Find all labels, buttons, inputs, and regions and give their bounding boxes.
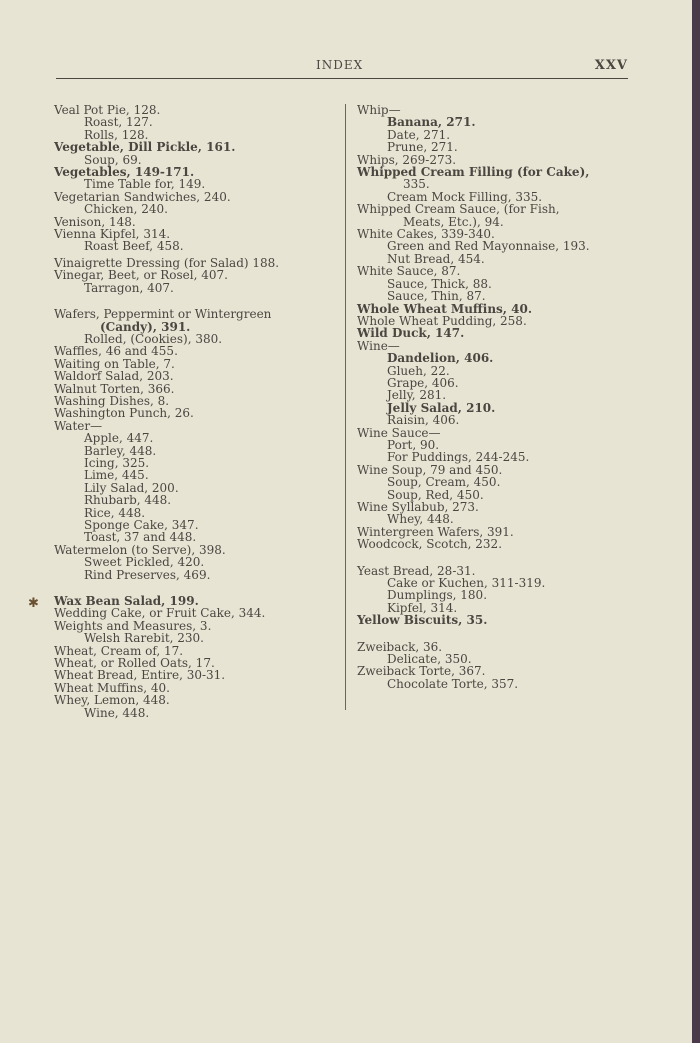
index-column-left [54,104,340,719]
entry-spacer [54,294,340,308]
page-number: XXV [594,58,628,73]
index-entry: Venison, 148. [54,214,136,229]
index-subentry: Barley, 448. [84,443,157,458]
index-entry: Vegetable, Dill Pickle, 161. [54,140,236,155]
index-subentry: Meats, Etc.), 94. [403,214,504,229]
index-entry: Whipped Cream Filling (for Cake), [357,165,590,180]
index-subentry: Banana, 271. [387,115,476,130]
index-subentry: Whey, 448. [387,512,454,527]
index-entry: Wine— [357,338,400,353]
index-subentry: Jelly Salad, 210. [387,400,496,415]
page-header [56,58,628,80]
index-entry: Whole Wheat Pudding, 258. [357,313,527,328]
index-subentry: Port, 90. [387,437,440,452]
index-entry: White Cakes, 339-340. [357,227,495,242]
index-entry: Wheat Bread, Entire, 30-31. [54,668,226,683]
index-subentry: Rind Preserves, 469. [84,567,211,582]
index-subentry: Rolled, (Cookies), 380. [84,331,223,346]
index-entry: Walnut Torten, 366. [54,381,175,396]
index-entry: Yeast Bread, 28-31. [357,563,476,578]
index-entry: Wheat, or Rolled Oats, 17. [54,656,215,671]
index-subentry: Delicate, 350. [387,652,472,667]
index-entry: White Sauce, 87. [357,264,461,279]
index-subentry: Nut Bread, 454. [387,251,485,266]
index-column-right [357,104,632,690]
index-entry: Waiting on Table, 7. [54,356,175,371]
index-subentry: Chicken, 240. [84,202,168,217]
index-subentry: Sauce, Thin, 87. [387,289,486,304]
index-subentry: Cream Mock Filling, 335. [387,189,543,204]
index-entry: Wine Sauce— [357,425,441,440]
index-subentry: Sweet Pickled, 420. [84,555,205,570]
index-subentry: Jelly, 281. [387,388,447,403]
index-subentry: Icing, 325. [84,455,150,470]
ink-blot-mark: ✱ [28,596,39,611]
index-subentry: Time Table for, 149. [84,177,206,192]
index-entry: Whole Wheat Muffins, 40. [357,301,533,316]
index-subentry: Lily Salad, 200. [84,480,179,495]
index-subentry: Soup, Cream, 450. [387,475,501,490]
index-entry: Whey, Lemon, 448. [54,693,170,708]
index-subentry: Tarragon, 407. [84,280,174,295]
index-subentry: Grape, 406. [387,375,459,390]
index-entry: Waldorf Salad, 203. [54,369,174,384]
index-subentry: Roast, 127. [84,115,153,130]
index-subentry: (Candy), 391. [100,319,191,334]
index-subentry: Welsh Rarebit, 230. [84,631,204,646]
index-subentry: Soup, 69. [84,152,142,167]
index-entry: Wine Soup, 79 and 450. [357,462,503,477]
index-subentry: Rolls, 128. [84,127,149,142]
index-subentry: 335. [403,177,430,192]
index-subentry: Wine, 448. [84,705,150,720]
index-subentry: Sauce, Thick, 88. [387,276,492,291]
index-subentry: Raisin, 406. [387,413,460,428]
index-entry: Whip— [357,103,401,117]
index-entry: Washington Punch, 26. [54,406,194,421]
index-subentry: Rice, 448. [84,505,146,520]
index-subentry: Toast, 37 and 448. [84,530,197,545]
index-subentry: For Puddings, 244-245. [387,450,530,465]
page-title: INDEX [316,58,364,72]
index-entry: Whipped Cream Sauce, (for Fish, [357,202,560,217]
index-entry: Weights and Measures, 3. [54,618,212,633]
index-subentry: Sponge Cake, 347. [84,518,199,532]
index-entry: Woodcock, Scotch, 232. [357,537,503,552]
index-entry: Watermelon (to Serve), 398. [54,542,226,557]
index-entry: Vegetarian Sandwiches, 240. [54,189,231,204]
index-entry: Whips, 269-273. [357,152,457,167]
index-subentry: Kipfel, 314. [387,600,458,615]
index-subentry: Chocolate Torte, 357. [387,676,519,691]
index-subentry: Dandelion, 406. [387,351,494,366]
entry-spacer [357,627,632,641]
index-subentry: Lime, 445. [84,468,149,483]
column-divider [345,104,346,710]
entry-spacer [54,581,340,595]
index-entry: Wintergreen Wafers, 391. [357,524,514,539]
index-entry: Wheat, Cream of, 17. [54,643,184,658]
index-entry: Waffles, 46 and 455. [54,344,178,359]
index-subentry: Dumplings, 180. [387,588,488,603]
index-subentry: Glueh, 22. [387,363,450,378]
index-entry: Wax Bean Salad, 199. [54,594,199,609]
index-entry: Yellow Biscuits, 35. [357,613,488,628]
index-subentry: Roast Beef, 458. [84,239,184,254]
header-rule [56,78,628,79]
index-entry: Washing Dishes, 8. [54,393,170,408]
index-subentry: Green and Red Mayonnaise, 193. [387,239,590,254]
index-subentry: Prune, 271. [387,140,458,155]
index-entry: Wheat Muffins, 40. [54,680,170,695]
index-entry: Vinaigrette Dressing (for Salad) 188. [54,255,280,270]
index-entry: Zweiback, 36. [357,639,443,654]
index-subentry: Rhubarb, 448. [84,493,172,508]
index-entry: Water— [54,418,103,433]
index-subentry: Date, 271. [387,127,451,142]
index-entry: Vegetables, 149-171. [54,165,195,180]
index-entry: Wedding Cake, or Fruit Cake, 344. [54,606,266,621]
index-subentry: Soup, Red, 450. [387,487,484,502]
index-entry: Veal Pot Pie, 128. [54,103,161,117]
index-entry: Vinegar, Beet, or Rosel, 407. [54,268,228,283]
entry-spacer [357,551,632,565]
index-subentry: Cake or Kuchen, 311-319. [387,576,546,591]
index-entry: Wild Duck, 147. [357,326,465,341]
index-subentry: Apple, 447. [84,431,154,446]
index-entry: Vienna Kipfel, 314. [54,227,171,242]
index-entry: Zweiback Torte, 367. [357,664,486,679]
index-entry: Wafers, Peppermint or Wintergreen [54,307,272,322]
index-entry: Wine Syllabub, 273. [357,500,479,514]
